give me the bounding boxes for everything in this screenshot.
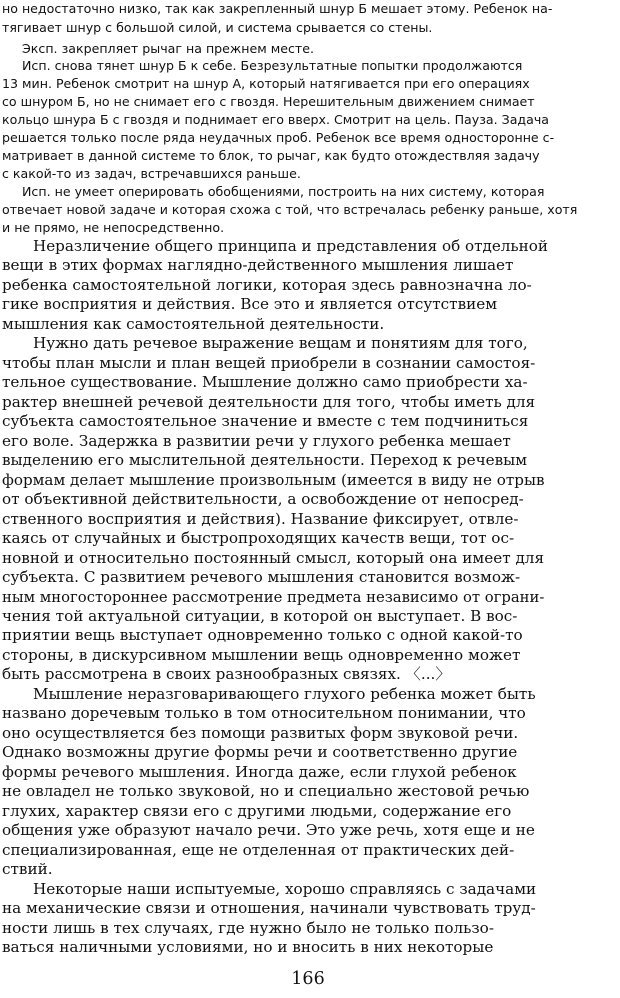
page-number: 166 xyxy=(291,969,325,989)
protocol-line: матривает в данной системе то блок, то рычаг, как будто отождествляя задачу xyxy=(2,148,540,163)
body-line: Мышление неразговаривающего глухого ребенка может быть xyxy=(33,684,536,703)
body-line: на механические связи и отношения, начинали чувствовать труд- xyxy=(2,899,536,918)
body-line: глухих, характер связи его с другими людьми, содержание его xyxy=(2,801,512,820)
protocol-line: 13 мин. Ребенок смотрит на шнур А, который натягивается при его операциях xyxy=(2,76,530,91)
protocol-line: решается только после ряда неудачных проб. Ребенок все время односторонне с- xyxy=(2,130,555,145)
body-line: быть рассмотрена в своих разнообразных связях. 〈...〉 xyxy=(2,665,451,684)
body-line: специализированная, еще не отделенная от практических дей- xyxy=(2,840,515,859)
body-line: приятии вещь выступает одновременно только с одной какой-то xyxy=(2,626,523,645)
body-line: Некоторые наши испытуемые, хорошо справляясь с задачами xyxy=(33,879,537,898)
body-line: тельное существование. Мышление должно само приобрести ха- xyxy=(2,373,528,392)
body-line: чения той актуальной ситуации, в которой он выступает. В вос- xyxy=(2,606,518,625)
body-line: от объективной действительности, а освобождение от непосред- xyxy=(2,490,524,509)
protocol-line: и не прямо, не непосредственно. xyxy=(2,220,225,235)
body-line: выделению его мыслительной деятельности. Переход к речевым xyxy=(2,451,528,470)
body-line: новной и относительно постоянный смысл, который она имеет для xyxy=(2,548,545,567)
protocol-line: кольцо шнура Б с гвоздя и поднимает его вверх. Смотрит на цель. Пауза. Задача xyxy=(2,112,550,127)
protocol-line: с какой-то из задач, встречавшихся раньше. xyxy=(2,166,301,181)
body-line: мышления как самостоятельной деятельности. xyxy=(2,314,385,333)
protocol-line: Исп. снова тянет шнур Б к себе. Безрезультатные попытки продолжаются xyxy=(22,58,523,73)
body-line: гике восприятия и действия. Все это и является отсутствием xyxy=(2,295,498,314)
protocol-line: Эксп. закрепляет рычаг на прежнем месте. xyxy=(22,41,315,56)
protocol-line: тягивает шнур с большой силой, и система срывается со стены. xyxy=(2,20,433,35)
protocol-line: со шнуром Б, но не снимает его с гвоздя. Нерешительным движением снимает xyxy=(2,94,535,109)
body-line: формам делает мышление произвольным (имеется в виду не отрыв xyxy=(2,470,545,489)
body-line: стороны, в дискурсивном мышлении вещь одновременно может xyxy=(2,645,521,664)
body-line: оно осуществляется без помощи развитых форм звуковой речи. xyxy=(2,723,519,742)
body-line: его воле. Задержка в развитии речи у глухого ребенка мешает xyxy=(2,431,511,450)
body-line: ным многостороннее рассмотрение предмета независимо от ограни- xyxy=(2,587,545,606)
body-line: ваться наличными условиями, но и вносить в них некоторые xyxy=(2,938,494,956)
body-line: вещи в этих формах наглядно-действенного мышления лишает xyxy=(2,256,514,275)
protocol-line: Исп. не умеет оперировать обобщениями, построить на них систему, которая xyxy=(22,184,545,199)
body-line: Нужно дать речевое выражение вещам и понятиям для того, xyxy=(33,334,528,353)
body-line: Однако возможны другие формы речи и соответственно другие xyxy=(2,743,518,762)
body-line: ственного восприятия и действия). Название фиксирует, отвле- xyxy=(2,509,519,528)
body-line: не овладел не только звуковой, но и специально жестовой речью xyxy=(2,782,530,801)
body-line: названо доречевым только в том относительном понимании, что xyxy=(2,704,526,723)
body-line: Неразличение общего принципа и представления об отдельной xyxy=(33,237,548,255)
body-line: формы речевого мышления. Иногда даже, если глухой ребенок xyxy=(2,762,517,781)
body-line: каясь от случайных и быстропроходящих качеств вещи, тот ос- xyxy=(2,529,515,548)
body-line: общения уже образуют начало речи. Это уже речь, хотя еще и не xyxy=(2,821,535,840)
body-line: субъекта самостоятельное значение и вместе с тем подчиниться xyxy=(2,412,529,431)
protocol-line: отвечает новой задаче и которая схожа с той, что встречалась ребенку раньше, хотя xyxy=(2,202,578,217)
body-line: ности лишь в тех случаях, где нужно было не только пользо- xyxy=(2,918,494,937)
body-line: ребенка самостоятельной логики, которая здесь равнозначна ло- xyxy=(2,275,532,294)
body-line: чтобы план мысли и план вещей приобрели в сознании самостоя- xyxy=(2,353,536,372)
body-line: ствий. xyxy=(2,860,53,879)
protocol-line: но недостаточно низко, так как закрепленный шнур Б мешает этому. Ребенок на- xyxy=(2,1,553,16)
body-line: субъекта. С развитием речевого мышления становится возмож- xyxy=(2,568,521,587)
body-line: рактер внешней речевой деятельности для того, чтобы иметь для xyxy=(2,392,536,411)
